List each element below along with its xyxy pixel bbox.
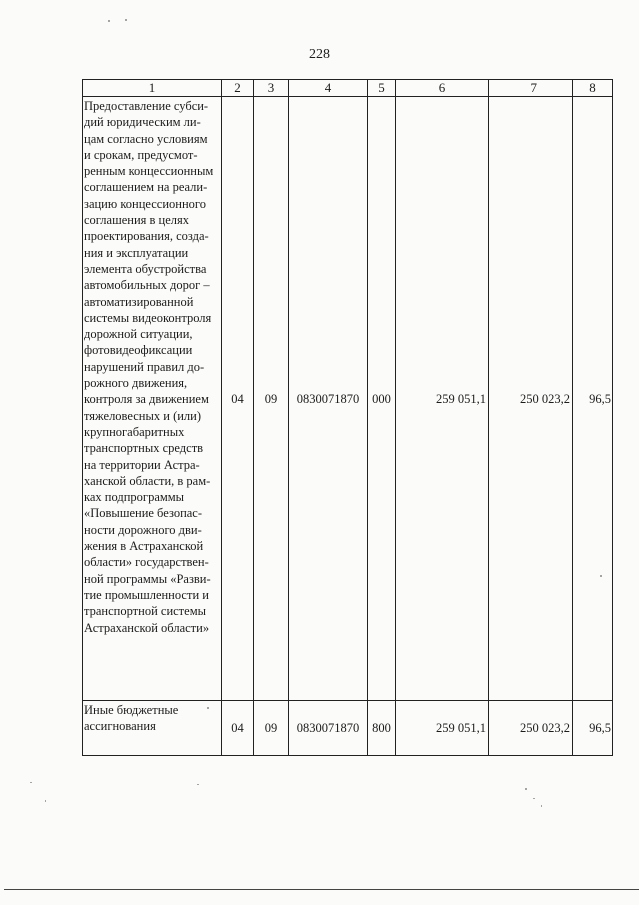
header-col-5: 5	[378, 80, 385, 95]
header-bottom-border	[82, 96, 613, 97]
scan-speck	[125, 19, 127, 21]
col-border-right	[612, 79, 613, 756]
col-border-3-4	[288, 79, 289, 756]
header-col-3: 3	[267, 80, 275, 95]
page-number: 228	[309, 47, 330, 62]
col-border-7-8	[572, 79, 573, 756]
col-border-6-7	[488, 79, 489, 756]
header-col-7: 7	[530, 80, 537, 95]
row-2-col-7: 250 023,2	[520, 721, 570, 735]
row-1-col-3: 09	[264, 392, 278, 406]
col-border-5-6	[395, 79, 396, 756]
row-2-col-5: 800	[372, 721, 391, 735]
row-1-col-4: 0830071870	[296, 392, 360, 406]
row-1-col-7: 250 023,2	[520, 392, 570, 406]
scan-edge-line	[4, 889, 639, 890]
col-border-2-3	[253, 79, 254, 756]
scan-speck	[541, 805, 542, 807]
row-separator	[82, 700, 613, 701]
row-2-col-6: 259 051,1	[436, 721, 486, 735]
row-2-col-3: 09	[264, 721, 278, 735]
header-col-2: 2	[234, 80, 241, 95]
scan-speck	[45, 800, 46, 802]
scan-speck	[600, 575, 602, 577]
header-col-4: 4	[324, 80, 332, 95]
scan-speck	[197, 784, 199, 785]
row-1-col-6: 259 051,1	[436, 392, 486, 406]
scan-speck	[30, 782, 32, 783]
scan-speck	[108, 20, 110, 22]
scan-speck	[525, 788, 527, 790]
scan-speck	[207, 707, 209, 709]
row-2-col-2: 04	[231, 721, 244, 735]
row-2-description: Иные бюджетные ассигнования	[84, 703, 179, 734]
header-col-8: 8	[589, 80, 596, 95]
scan-speck	[533, 798, 535, 799]
row-1-col-8: 96,5	[589, 392, 611, 406]
row-1-description: Предоставление субси- дий юридическим ли- цам согласно условиям и срокам, предусмот- ренным концессионным соглашением на реали- зацию концессионного соглашения в целях проектирования, созда- ния и эксплуатации элемента обустройства автомобильных дорог – автоматизированной системы видеоконтроля дорожной ситуации, фотовидеофиксации нарушений правил до- рожного движения, контроля за движением тяжеловесных и (или) крупногабаритных транспортных средств на территории Астра- ханской области, в рам- ках подпрограммы «Повышение безопас- ности дорожного дви- жения в Астраханской области» государствен- ной программы «Разви- тие промышленности и транспортной системы Астраханской области»	[84, 99, 214, 635]
table-bottom-border	[82, 755, 613, 756]
col-border-left	[82, 79, 83, 756]
row-2-col-8: 96,5	[589, 721, 611, 735]
header-col-6: 6	[438, 80, 446, 95]
header-col-1: 1	[148, 80, 156, 95]
row-1-col-2: 04	[231, 392, 244, 406]
col-border-4-5	[367, 79, 368, 756]
row-1-col-5: 000	[372, 392, 391, 406]
row-2-col-4: 0830071870	[296, 721, 360, 735]
